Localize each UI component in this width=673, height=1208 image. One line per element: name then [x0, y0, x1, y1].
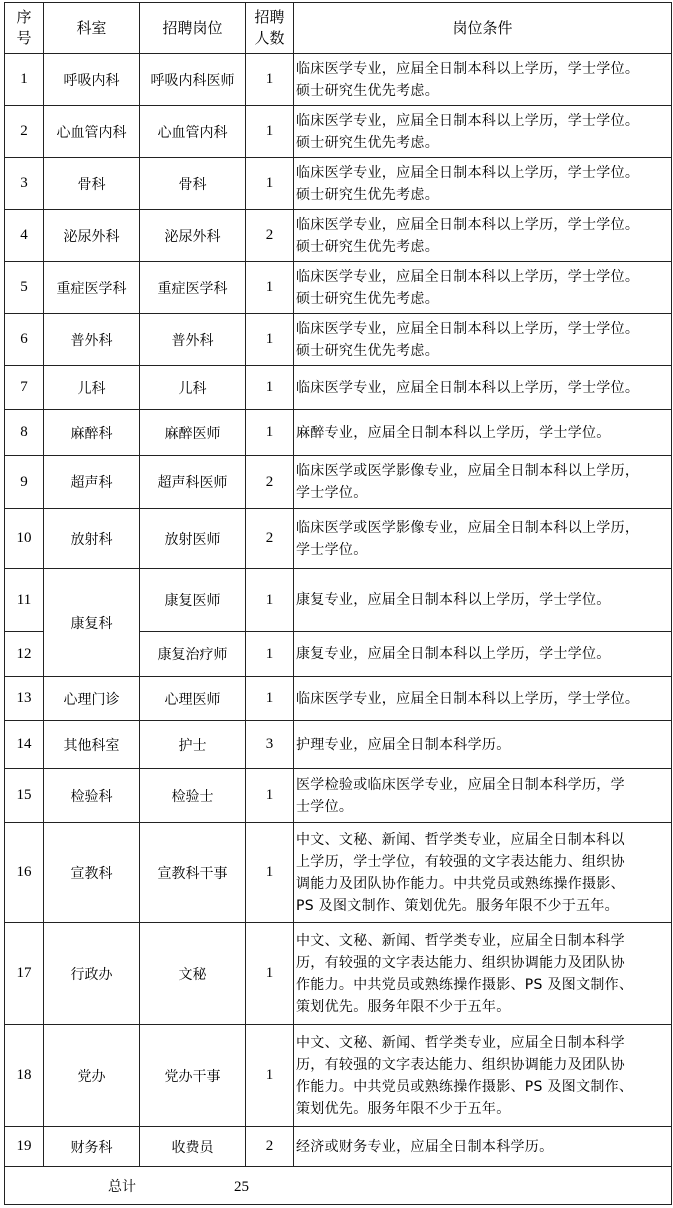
- row-position: 重症医学科: [140, 262, 246, 314]
- row-count: 1: [246, 823, 294, 923]
- header-row: [5, 3, 672, 54]
- row-conditions: 临床医学专业，应届全日制本科以上学历，学士学位。 硕士研究生优先考虑。: [294, 262, 672, 314]
- row-position: 麻醉医师: [140, 410, 246, 456]
- row-conditions: 临床医学专业，应届全日制本科以上学历，学士学位。 硕士研究生优先考虑。: [294, 106, 672, 158]
- row-conditions: 护理专业，应届全日制本科学历。: [294, 721, 672, 769]
- row-dept: 党办: [44, 1025, 140, 1127]
- row-no: 1: [5, 54, 44, 106]
- row-conditions: 临床医学或医学影像专业，应届全日制本科以上学历， 学士学位。: [294, 509, 672, 569]
- table-row: [5, 923, 672, 1025]
- row-dept: 超声科: [44, 456, 140, 509]
- row-conditions: 康复专业，应届全日制本科以上学历，学士学位。: [294, 632, 672, 677]
- row-dept: 宣教科: [44, 823, 140, 923]
- row-position: 泌尿外科: [140, 210, 246, 262]
- header-conditions: 岗位条件: [294, 3, 672, 54]
- row-position: 文秘: [140, 923, 246, 1025]
- row-dept: 儿科: [44, 366, 140, 410]
- table-row: [5, 410, 672, 456]
- row-position: 骨科: [140, 158, 246, 210]
- row-no: 6: [5, 314, 44, 366]
- row-dept: 骨科: [44, 158, 140, 210]
- total-cell: [5, 1167, 672, 1205]
- row-no: 17: [5, 923, 44, 1025]
- row-conditions: 临床医学专业，应届全日制本科以上学历，学士学位。: [294, 677, 672, 721]
- row-position: 心理医师: [140, 677, 246, 721]
- row-dept: 呼吸内科: [44, 54, 140, 106]
- row-position: 呼吸内科医师: [140, 54, 246, 106]
- table-row: [5, 366, 672, 410]
- row-dept: 行政办: [44, 923, 140, 1025]
- table-row: [5, 721, 672, 769]
- table-row: [5, 677, 672, 721]
- total-row: [5, 1167, 672, 1205]
- table-row: [5, 106, 672, 158]
- row-dept: 财务科: [44, 1127, 140, 1167]
- row-position: 宣教科干事: [140, 823, 246, 923]
- row-position: 收费员: [140, 1127, 246, 1167]
- row-conditions: 临床医学专业，应届全日制本科以上学历，学士学位。 硕士研究生优先考虑。: [294, 314, 672, 366]
- header-dept: 科室: [44, 3, 140, 54]
- row-position: 儿科: [140, 366, 246, 410]
- table-row: [5, 823, 672, 923]
- row-no: 13: [5, 677, 44, 721]
- table-row: [5, 456, 672, 509]
- row-no: 4: [5, 210, 44, 262]
- recruitment-table: [4, 2, 672, 1205]
- row-no: 19: [5, 1127, 44, 1167]
- row-no: 11: [5, 569, 44, 632]
- row-position: 放射医师: [140, 509, 246, 569]
- row-no: 2: [5, 106, 44, 158]
- row-dept: 泌尿外科: [44, 210, 140, 262]
- row-position: 康复医师: [140, 569, 246, 632]
- row-count: 1: [246, 314, 294, 366]
- row-conditions: 医学检验或临床医学专业，应届全日制本科学历，学 士学位。: [294, 769, 672, 823]
- row-count: 1: [246, 923, 294, 1025]
- table-row: [5, 1127, 672, 1167]
- row-conditions: 临床医学专业，应届全日制本科以上学历，学士学位。: [294, 366, 672, 410]
- table-row: [5, 314, 672, 366]
- row-dept: 心理门诊: [44, 677, 140, 721]
- row-no: 14: [5, 721, 44, 769]
- row-count: 1: [246, 410, 294, 456]
- table-row: [5, 569, 672, 632]
- row-position: 普外科: [140, 314, 246, 366]
- row-conditions: 麻醉专业，应届全日制本科以上学历，学士学位。: [294, 410, 672, 456]
- row-count: 1: [246, 262, 294, 314]
- row-no: 12: [5, 632, 44, 677]
- row-conditions: 中文、文秘、新闻、哲学类专业，应届全日制本科学 历，有较强的文字表达能力、组织协调能力及团队协 作能力。中共党员或熟练操作摄影、PS 及图文制作、 策划优先。服务年限不少于五年。: [294, 923, 672, 1025]
- row-dept: 康复科: [44, 569, 140, 677]
- row-conditions: 临床医学或医学影像专业，应届全日制本科以上学历， 学士学位。: [294, 456, 672, 509]
- row-position: 护士: [140, 721, 246, 769]
- row-conditions: 经济或财务专业，应届全日制本科学历。: [294, 1127, 672, 1167]
- row-dept: 放射科: [44, 509, 140, 569]
- table-row: [5, 54, 672, 106]
- row-count: 3: [246, 721, 294, 769]
- row-count: 1: [246, 158, 294, 210]
- row-position: 党办干事: [140, 1025, 246, 1127]
- row-count: 2: [246, 1127, 294, 1167]
- header-position: 招聘岗位: [140, 3, 246, 54]
- row-count: 1: [246, 677, 294, 721]
- row-conditions: 临床医学专业，应届全日制本科以上学历，学士学位。 硕士研究生优先考虑。: [294, 158, 672, 210]
- row-count: 1: [246, 569, 294, 632]
- row-no: 3: [5, 158, 44, 210]
- row-dept: 普外科: [44, 314, 140, 366]
- row-count: 1: [246, 1025, 294, 1127]
- row-no: 16: [5, 823, 44, 923]
- row-no: 7: [5, 366, 44, 410]
- row-no: 5: [5, 262, 44, 314]
- row-count: 1: [246, 54, 294, 106]
- table-row: [5, 262, 672, 314]
- row-count: 2: [246, 210, 294, 262]
- row-dept: 检验科: [44, 769, 140, 823]
- row-conditions: 康复专业，应届全日制本科以上学历，学士学位。: [294, 569, 672, 632]
- row-no: 8: [5, 410, 44, 456]
- row-position: 超声科医师: [140, 456, 246, 509]
- row-count: 1: [246, 106, 294, 158]
- total-label: 总计: [108, 1178, 136, 1195]
- row-conditions: 中文、文秘、新闻、哲学类专业，应届全日制本科学 历，有较强的文字表达能力、组织协调能力及团队协 作能力。中共党员或熟练操作摄影、PS 及图文制作、 策划优先。服务年限不少于五年。: [294, 1025, 672, 1127]
- row-position: 康复治疗师: [140, 632, 246, 677]
- table-row: [5, 210, 672, 262]
- row-position: 心血管内科: [140, 106, 246, 158]
- row-dept: 麻醉科: [44, 410, 140, 456]
- row-no: 10: [5, 509, 44, 569]
- row-conditions: 中文、文秘、新闻、哲学类专业，应届全日制本科以 上学历，学士学位，有较强的文字表达能力、组织协 调能力及团队协作能力。中共党员或熟练操作摄影、 PS 及图文制作、策划优先。服务年限不少于五年。: [294, 823, 672, 923]
- total-value: 25: [234, 1178, 249, 1195]
- table-row: [5, 509, 672, 569]
- row-dept: 心血管内科: [44, 106, 140, 158]
- row-count: 1: [246, 632, 294, 677]
- row-count: 2: [246, 509, 294, 569]
- header-count: 招聘 人数: [246, 3, 294, 54]
- row-conditions: 临床医学专业，应届全日制本科以上学历，学士学位。 硕士研究生优先考虑。: [294, 54, 672, 106]
- row-count: 1: [246, 366, 294, 410]
- row-position: 检验士: [140, 769, 246, 823]
- row-conditions: 临床医学专业，应届全日制本科以上学历，学士学位。 硕士研究生优先考虑。: [294, 210, 672, 262]
- table-row: [5, 1025, 672, 1127]
- row-no: 9: [5, 456, 44, 509]
- header-no: 序 号: [5, 3, 44, 54]
- row-no: 18: [5, 1025, 44, 1127]
- table-row: [5, 158, 672, 210]
- row-count: 2: [246, 456, 294, 509]
- table-row: [5, 769, 672, 823]
- row-dept: 重症医学科: [44, 262, 140, 314]
- row-no: 15: [5, 769, 44, 823]
- row-count: 1: [246, 769, 294, 823]
- row-dept: 其他科室: [44, 721, 140, 769]
